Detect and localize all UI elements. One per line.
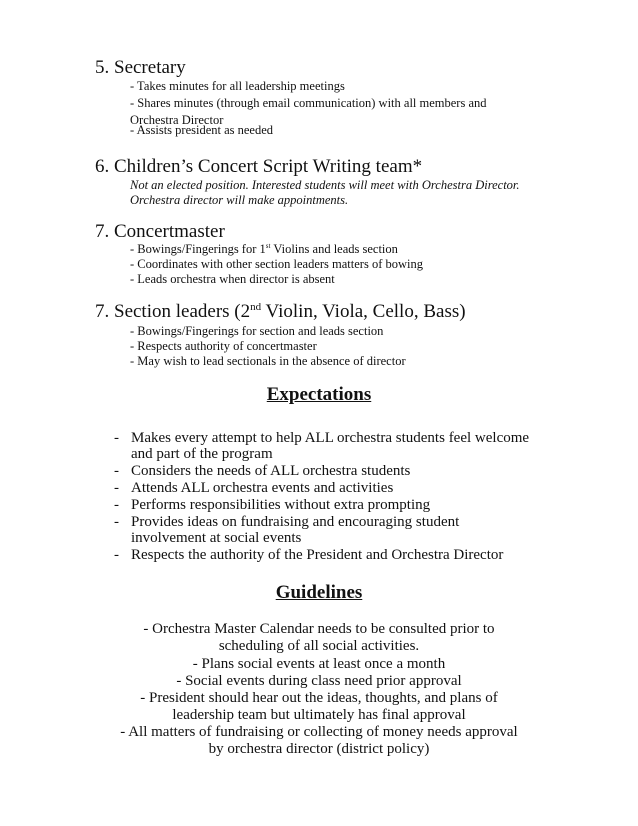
- guideline-item: - Social events during class need prior approval: [176, 673, 462, 689]
- section-leaders-heading: 7. Section leaders (2nd Violin, Viola, Cello, Bass): [95, 301, 466, 322]
- bullet-dash: -: [114, 547, 119, 563]
- bullet-dash: -: [114, 514, 119, 530]
- secretary-duty: Orchestra Director: [130, 113, 224, 127]
- secretary-duty: - Shares minutes (through email communication) with all members and: [130, 96, 487, 110]
- guideline-item: - Plans social events at least once a month: [192, 656, 446, 672]
- bullet-dash: -: [114, 497, 119, 513]
- guideline-item: - President should hear out the ideas, thoughts, and plans of: [140, 690, 498, 706]
- guideline-item-continued: by orchestra director (district policy): [208, 741, 430, 757]
- guideline-item: - Orchestra Master Calendar needs to be consulted prior to: [143, 621, 495, 637]
- secretary-duty: - Takes minutes for all leadership meetings: [130, 79, 345, 93]
- script-team-heading: 6. Children’s Concert Script Writing team*: [95, 156, 423, 177]
- expectations-title: Expectations: [266, 384, 372, 405]
- script-team-note: Orchestra director will make appointments.: [130, 193, 349, 207]
- secretary-duty: - Assists president as needed: [130, 123, 274, 137]
- guidelines-title: Guidelines: [275, 582, 363, 603]
- script-team-note: Not an elected position. Interested students will meet with Orchestra Director.: [130, 178, 520, 192]
- concertmaster-heading: 7. Concertmaster: [95, 221, 225, 242]
- guideline-item-continued: leadership team but ultimately has final approval: [172, 707, 466, 723]
- expectation-item: Respects the authority of the President and Orchestra Director: [131, 547, 504, 563]
- expectation-item: Makes every attempt to help ALL orchestra students feel welcome: [131, 430, 530, 446]
- guideline-item: - All matters of fundraising or collecting of money needs approval: [120, 724, 518, 740]
- expectation-item-continued: and part of the program: [131, 446, 273, 462]
- bullet-dash: -: [114, 480, 119, 496]
- bullet-dash: -: [114, 463, 119, 479]
- concertmaster-duty: - Bowings/Fingerings for 1st Violins and leads section: [130, 242, 398, 256]
- expectation-item-continued: involvement at social events: [131, 530, 302, 546]
- concertmaster-duty: - Leads orchestra when director is absent: [130, 272, 335, 286]
- secretary-heading: 5. Secretary: [95, 57, 186, 78]
- guideline-item-continued: scheduling of all social activities.: [218, 638, 420, 654]
- section-leader-duty: - Bowings/Fingerings for section and leads section: [130, 324, 384, 338]
- bullet-dash: -: [114, 430, 119, 446]
- section-leader-duty: - May wish to lead sectionals in the absence of director: [130, 354, 406, 368]
- expectation-item: Provides ideas on fundraising and encouraging student: [131, 514, 460, 530]
- expectation-item: Attends ALL orchestra events and activities: [131, 480, 394, 496]
- expectation-item: Considers the needs of ALL orchestra students: [131, 463, 411, 479]
- section-leader-duty: - Respects authority of concertmaster: [130, 339, 317, 353]
- concertmaster-duty: - Coordinates with other section leaders matters of bowing: [130, 257, 423, 271]
- expectation-item: Performs responsibilities without extra prompting: [131, 497, 431, 513]
